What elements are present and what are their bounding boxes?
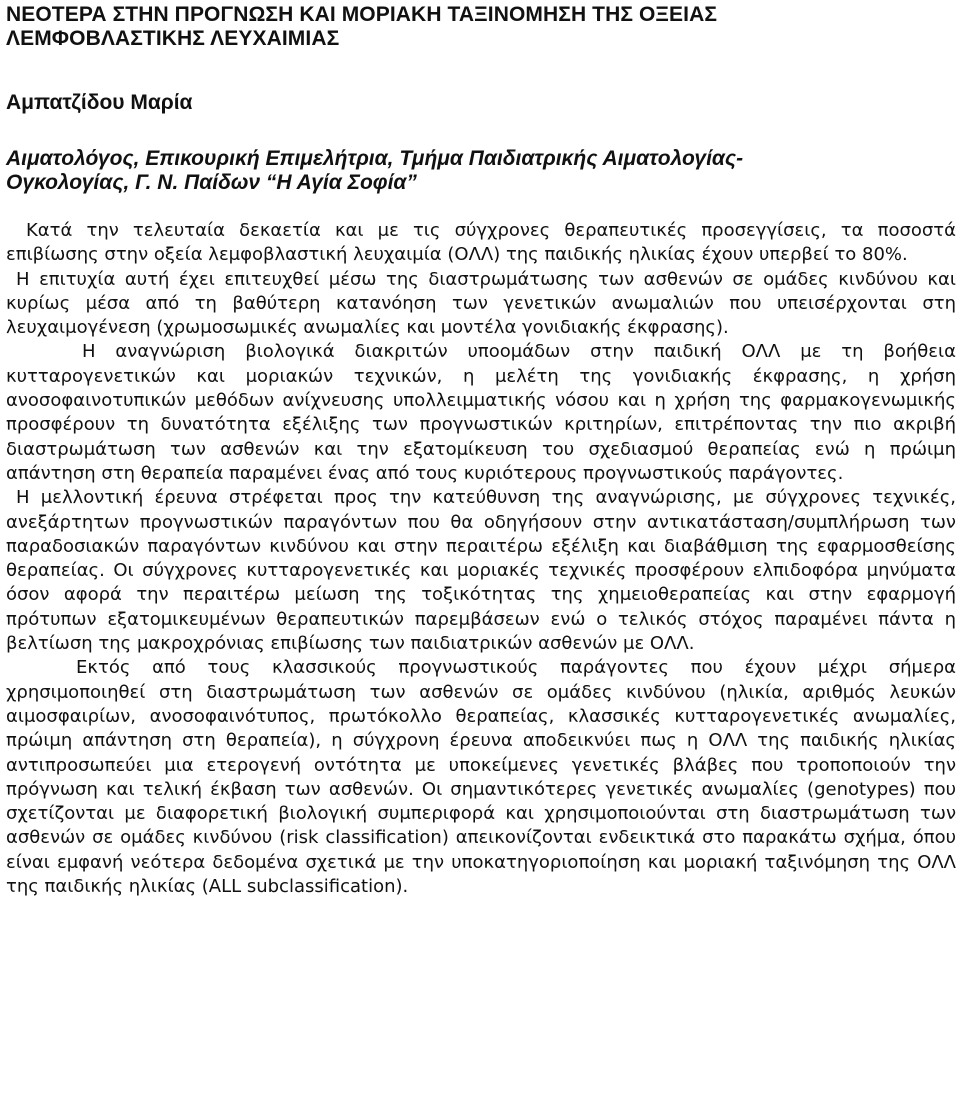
document-title <box>6 0 956 51</box>
title-line-1: ΝΕΟΤΕΡΑ ΣΤΗΝ ΠΡΟΓΝΩΣΗ ΚΑΙ ΜΟΡΙΑΚΗ ΤΑΞΙΝΟΜΗΣΗ ΤΗΣ ΟΞΕΙΑΣ <box>6 3 718 26</box>
paragraph-future-research <box>6 486 956 656</box>
paragraph-classic-factors: Εκτός από τους κλασσικούς προγνωστικούς παράγοντες που έχουν μέχρι σήμερα χρησιμοποιηθεί στη διαστρωμάτωση των ασθενών σε ομάδες κινδύνου (ηλικία, αριθμός λευκών αιμοσφαιρίων, ανοσοφαινότυπος, πρωτόκολλο θεραπείας, κλασσικές κυτταρογενετικές ανωμαλίες, πρώιμη απάντηση στη θεραπεία), η σύγχρονη έρευνα αποδεικνύει πως η ΟΛΛ της παιδικής ηλικίας αντιπροσωπεύει μια ετερογενή οντότητα με υποκείμενες γενετικές βλάβες που τροποποιούν την πρόγνωση και τελική έκβαση των ασθενών. Οι σημαντικότερες γενετικές ανωμαλίες (genotypes) που σχετίζονται με διαφορετική βιολογική συμπεριφορά και χρησιμοποιούνται στη διαστρωμάτωση των ασθενών σε ομάδες κινδύνου (risk classification) απεικονίζονται ενδεικτικά στο παρακάτω σχήμα, όπου είναι εμφανή νεότερα δεδομένα σχετικά με την υποκατηγοριοποίηση και μοριακή ταξινόμηση της ΟΛΛ της παιδικής ηλικίας (ALL subclassification). <box>6 657 956 898</box>
paragraph-risk-stratification <box>6 268 956 341</box>
paragraph-future-research-text: Η μελλοντική έρευνα στρέφεται προς την κατεύθυνση της αναγνώρισης, με σύγχρονες τεχνικές, ανεξάρτητων προγνωστικών παραγόντων που θα οδηγήσουν στην αντικατάσταση/συμπλήρωση των παραδοσιακών παραγόντων κινδύνου και στην περαιτέρω εξέλιξη και διαβάθμιση της εφαρμοσθείσης θεραπείας. Οι σύγχρονες κυτταρογενετικές και μοριακές τεχνικές προσφέρουν ελπιδοφόρα μηνύματα όσον αφορά την περαιτέρω μείωση της τοξικότητας της χημειοθεραπείας και στην εφαρμογή πρότυπων εξατομικευμένων θεραπευτικών παρεμβάσεων ενώ ο τελικός στόχος παραμένει πάντα η βελτίωση της μακροχρόνιας επιβίωσης των παιδιατρικών ασθενών με ΟΛΛ. <box>6 487 956 655</box>
paragraph-biological-subgroups: Η αναγνώριση βιολογικά διακριτών υποομάδων στην παιδική ΟΛΛ με τη βοήθεια κυτταρογενετικών και μοριακών τεχνικών, η μελέτη της γονιδιακής έκφρασης, η χρήση ανοσοφαινοτυπικών μεθόδων ανίχνευσης υπολλειμματικής νόσου και η χρήση της φαρμακογενωμικής προσφέρουν τη δυνατότητα εξέλιξης των προγνωστικών κριτηρίων, επιτρέποντας την πιο ακριβή διαστρωμάτωση των ασθενών και την εξατομίκευση του σχεδιασμού θεραπείας ενώ η πρώιμη απάντηση στη θεραπεία παραμένει ένας από τους κυριότερους προγνωστικούς παράγοντες. <box>6 341 956 484</box>
document-page <box>6 0 956 899</box>
title-line-2: ΛΕΜΦΟΒΛΑΣΤΙΚΗΣ ΛΕΥΧΑΙΜΙΑΣ <box>6 27 340 50</box>
paragraph-risk-stratification-text: Η επιτυχία αυτή έχει επιτευχθεί μέσω της διαστρωμάτωσης των ασθενών σε ομάδες κινδύνου και κυρίως μέσα από τη βαθύτερη κατανόηση των γενετικών ανωμαλιών που υπεισέρχονται στη λευχαιμογένεση (χρωμοσωμικές ανωμαλίες και μοντέλα γονιδιακής έκφρασης). <box>6 268 956 339</box>
author-name: Αμπατζίδου Μαρία <box>6 91 193 114</box>
affiliation-line-2: Ογκολογίας, Γ. Ν. Παίδων “Η Αγία Σοφία” <box>6 171 417 194</box>
author-affiliation <box>6 115 956 195</box>
affiliation-line-1: Αιματολόγος, Επικουρική Επιμελήτρια, Τμήμα Παιδιατρικής Αιματολογίας- <box>6 147 744 170</box>
paragraph-intro: Κατά την τελευταία δεκαετία και με τις σύγχρονες θεραπευτικές προσεγγίσεις, τα ποσοστά επιβίωσης στην οξεία λεμφοβλαστική λευχαιμία (ΟΛΛ) της παιδικής ηλικίας έχουν υπερβεί το 80%. <box>6 220 956 266</box>
